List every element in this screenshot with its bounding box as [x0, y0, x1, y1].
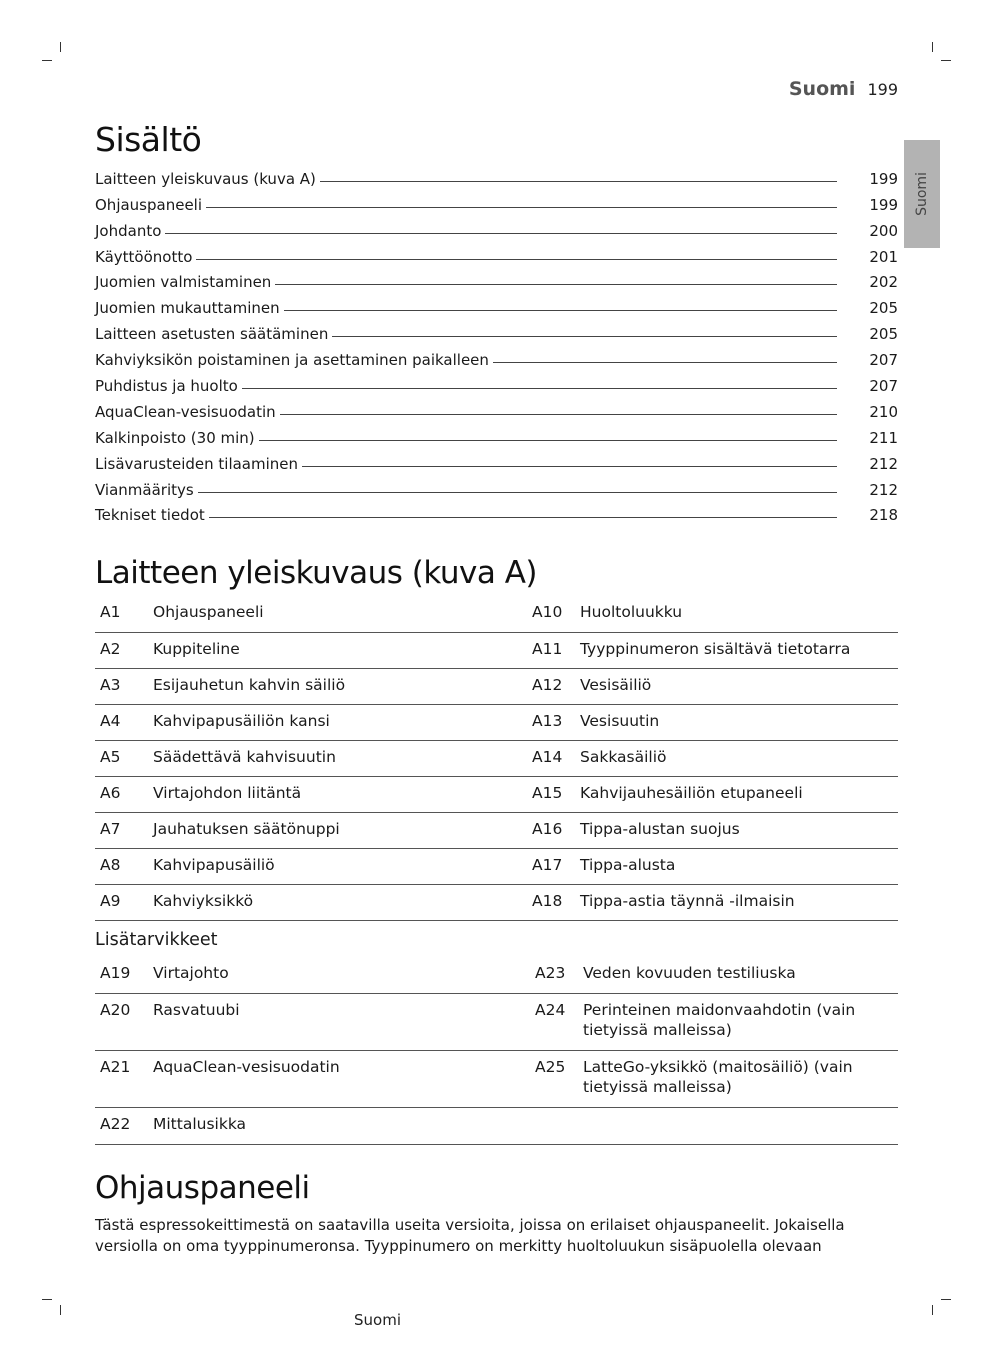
table-of-contents: [95, 162, 898, 524]
toc-leader-line: [493, 362, 837, 363]
crop-mark: [941, 60, 951, 61]
header-language: Suomi: [788, 78, 856, 100]
toc-entry[interactable]: [95, 240, 898, 266]
table-row: [95, 596, 898, 632]
toc-title: Sisältö: [95, 120, 202, 159]
part-name: Kahvijauhesäiliön etupaneeli: [580, 783, 803, 802]
toc-leader-line: [196, 259, 837, 260]
crop-mark: [42, 1299, 52, 1300]
overview-title: Laitteen yleiskuvaus (kuva A): [95, 555, 538, 591]
toc-entry[interactable]: [95, 162, 898, 188]
table-row: [95, 776, 898, 812]
part-name: Tyyppinumeron sisältävä tietotarra: [580, 639, 851, 658]
toc-entry[interactable]: [95, 395, 898, 421]
table-row: [95, 740, 898, 776]
part-name: Esijauhetun kahvin säiliö: [153, 675, 346, 694]
page-number: 199: [867, 80, 898, 99]
toc-leader-line: [332, 336, 837, 337]
part-name: Virtajohdon liitäntä: [153, 783, 302, 802]
part-name: Kahvipapusäiliön kansi: [153, 711, 330, 730]
part-code: A7: [100, 819, 121, 838]
table-row: [95, 957, 898, 994]
part-code: A8: [100, 855, 121, 874]
toc-leader-line: [320, 181, 837, 182]
part-name: LatteGo-yksikkö (maitosäiliö) (vain tietyissä malleissa): [583, 1058, 853, 1096]
toc-entry-title: Kahviyksikön poistaminen ja asettaminen paikalleen: [95, 351, 489, 370]
toc-entry-page: 211: [869, 428, 898, 447]
part-code: A6: [100, 783, 121, 802]
crop-mark: [42, 60, 52, 61]
toc-leader-line: [302, 466, 837, 467]
part-code: A4: [100, 711, 121, 730]
accessories-title: Lisätarvikkeet: [95, 930, 218, 950]
toc-entry[interactable]: [95, 473, 898, 499]
toc-entry-title: Ohjauspaneeli: [95, 195, 203, 214]
toc-leader-line: [198, 492, 837, 493]
part-code: A14: [532, 747, 563, 766]
part-code: [535, 1108, 583, 1145]
toc-entry-page: 199: [869, 169, 898, 188]
table-row: [95, 668, 898, 704]
table-row: [95, 812, 898, 848]
toc-entry-page: 207: [869, 351, 898, 370]
part-name: Mittalusikka: [153, 1115, 247, 1133]
part-name: Virtajohto: [153, 964, 229, 982]
part-name: Vesisäiliö: [580, 675, 652, 694]
part-name: Säädettävä kahvisuutin: [153, 747, 336, 766]
control-panel-title: Ohjauspaneeli: [95, 1170, 310, 1206]
part-code: A11: [532, 639, 563, 658]
part-name: Huoltoluukku: [580, 603, 683, 621]
toc-entry[interactable]: [95, 499, 898, 525]
part-code: A23: [535, 964, 566, 982]
part-name: Kahviyksikkö: [153, 891, 254, 910]
crop-mark: [60, 42, 61, 52]
table-row: [95, 1051, 898, 1108]
toc-entry[interactable]: [95, 343, 898, 369]
part-name: AquaClean-vesisuodatin: [153, 1058, 340, 1076]
toc-entry-title: Kalkinpoisto (30 min): [95, 428, 255, 447]
part-name: Veden kovuuden testiliuska: [583, 964, 796, 982]
toc-entry-page: 210: [869, 402, 898, 421]
part-code: A21: [100, 1058, 131, 1076]
part-code: A13: [532, 711, 563, 730]
toc-entry-title: Puhdistus ja huolto: [95, 377, 238, 396]
toc-entry-page: 199: [869, 195, 898, 214]
part-name: [583, 1108, 898, 1145]
part-code: A20: [100, 1001, 131, 1019]
toc-entry[interactable]: [95, 369, 898, 395]
part-name: Ohjauspaneeli: [153, 603, 264, 621]
toc-entry[interactable]: [95, 317, 898, 343]
table-row: [95, 884, 898, 920]
toc-entry-title: Laitteen yleiskuvaus (kuva A): [95, 169, 316, 188]
crop-mark: [60, 1305, 61, 1315]
toc-entry-page: 201: [869, 247, 898, 266]
toc-entry-page: 218: [869, 506, 898, 525]
crop-mark: [932, 42, 933, 52]
toc-entry-title: Vianmääritys: [95, 480, 194, 499]
part-code: A5: [100, 747, 121, 766]
toc-leader-line: [206, 207, 837, 208]
table-row: [95, 704, 898, 740]
toc-entry-page: 212: [869, 454, 898, 473]
part-name: Tippa-alustan suojus: [580, 819, 740, 838]
table-row: [95, 848, 898, 884]
toc-entry-title: Käyttöönotto: [95, 247, 193, 266]
part-code: A3: [100, 675, 121, 694]
toc-entry-page: 212: [869, 480, 898, 499]
parts-table: [95, 596, 898, 921]
table-row: [95, 632, 898, 668]
part-code: A17: [532, 855, 563, 874]
part-name: Tippa-alusta: [580, 855, 676, 874]
part-code: A1: [100, 603, 121, 621]
toc-entry[interactable]: [95, 447, 898, 473]
side-tab-label: Suomi: [914, 172, 931, 216]
toc-leader-line: [280, 414, 837, 415]
crop-mark: [941, 1299, 951, 1300]
part-name: Vesisuutin: [580, 711, 660, 730]
table-row: [95, 1108, 898, 1145]
part-code: A12: [532, 675, 563, 694]
toc-leader-line: [209, 517, 837, 518]
toc-entry-title: Juomien valmistaminen: [95, 273, 272, 292]
part-code: A9: [100, 891, 121, 910]
part-name: Jauhatuksen säätönuppi: [153, 819, 340, 838]
part-code: A2: [100, 639, 121, 658]
part-name: Rasvatuubi: [153, 1001, 240, 1019]
toc-entry[interactable]: [95, 291, 898, 317]
toc-leader-line: [284, 310, 837, 311]
toc-entry[interactable]: [95, 214, 898, 240]
part-code: A25: [535, 1058, 566, 1076]
toc-leader-line: [259, 440, 837, 441]
toc-entry[interactable]: [95, 266, 898, 292]
part-code: A22: [100, 1115, 131, 1133]
language-side-tab: [904, 140, 940, 248]
toc-entry-title: Johdanto: [95, 221, 162, 240]
toc-leader-line: [242, 388, 837, 389]
page-header: [789, 78, 898, 100]
footer-label: Suomi: [354, 1311, 401, 1329]
accessories-table: [95, 957, 898, 1145]
part-name: Sakkasäiliö: [580, 747, 667, 766]
part-code: A15: [532, 783, 563, 802]
part-code: A24: [535, 1001, 566, 1019]
part-code: A18: [532, 891, 563, 910]
part-code: A16: [532, 819, 563, 838]
toc-entry-title: Juomien mukauttaminen: [95, 299, 280, 318]
part-name: Kahvipapusäiliö: [153, 855, 275, 874]
toc-leader-line: [165, 233, 837, 234]
toc-entry-title: AquaClean-vesisuodatin: [95, 402, 276, 421]
toc-entry-page: 202: [869, 273, 898, 292]
table-row: [95, 994, 898, 1051]
toc-entry-title: Lisävarusteiden tilaaminen: [95, 454, 299, 473]
control-panel-text: Tästä espressokeittimestä on saatavilla useita versioita, joissa on erilaiset ohjauspaneelit. Jokaisella versiolla on oma tyyppinumeronsa. Tyyppinumero on merkitty huoltoluukun sisäpuolella olevaan: [95, 1216, 845, 1255]
part-name: Tippa-astia täynnä -ilmaisin: [580, 891, 795, 910]
part-name: Kuppiteline: [153, 639, 240, 658]
toc-entry-title: Laitteen asetusten säätäminen: [95, 325, 329, 344]
toc-entry-page: 205: [869, 299, 898, 318]
toc-entry-page: 205: [869, 325, 898, 344]
toc-entry[interactable]: [95, 188, 898, 214]
crop-mark: [932, 1305, 933, 1315]
toc-entry-page: 207: [869, 377, 898, 396]
toc-entry-page: 200: [869, 221, 898, 240]
toc-entry[interactable]: [95, 421, 898, 447]
part-name: Perinteinen maidonvaahdotin (vain tietyissä malleissa): [583, 1001, 856, 1039]
toc-leader-line: [275, 284, 837, 285]
part-code: A19: [100, 964, 131, 982]
toc-entry-title: Tekniset tiedot: [95, 506, 205, 525]
part-code: A10: [532, 603, 563, 621]
